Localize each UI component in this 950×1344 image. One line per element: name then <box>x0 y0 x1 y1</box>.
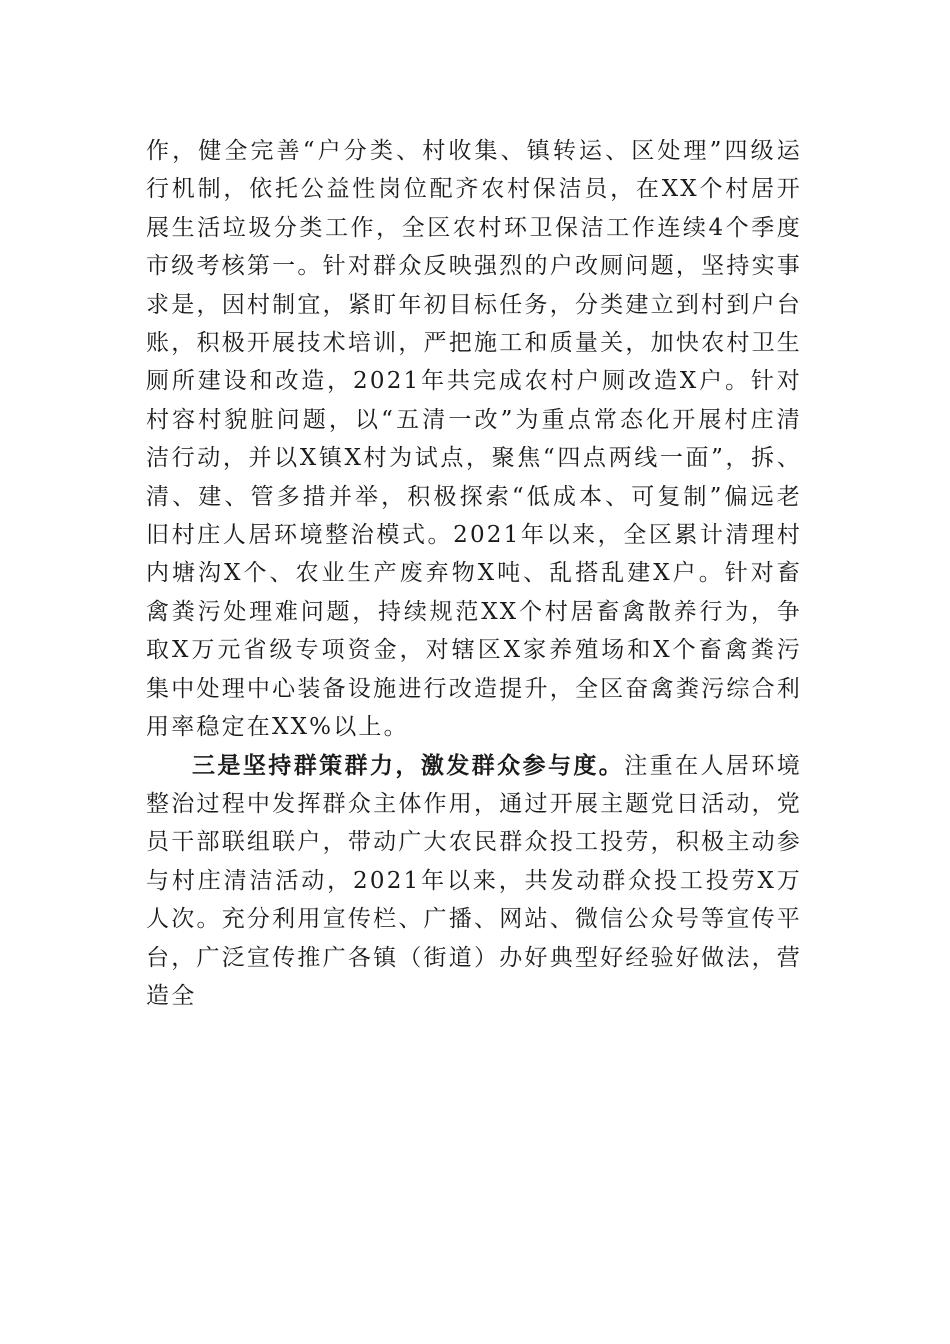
paragraph-continuation: 作，健全完善“户分类、村收集、镇转运、区处理”四级运行机制，依托公益性岗位配齐农村保洁员，在XX个村居开展生活垃圾分类工作，全区农村环卫保洁工作连续4个季度市级考核第一。针对群众反映强烈的户改厕问题，坚持实事求是，因村制宜，紧盯年初目标任务，分类建立到村到户台账，积极开展技术培训，严把施工和质量关，加快农村卫生厕所建设和改造，2021年共完成农村户厕改造X户。针对村容村貌脏问题，以“五清一改”为重点常态化开展村庄清洁行动，并以X镇X村为试点，聚焦“四点两线一面”，拆、清、建、管多措并举，积极探索“低成本、可复制”偏远老旧村庄人居环境整治模式。2021年以来，全区累计清理村内塘沟X个、农业生产废弃物X吨、乱搭乱建X户。针对畜禽粪污处理难问题，持续规范XX个村居畜禽散养行为，争取X万元省级专项资金，对辖区X家养殖场和X个畜禽粪污集中处理中心装备设施进行改造提升，全区奋禽粪污综合利用率稳定在XX%以上。 <box>146 138 802 741</box>
document-body <box>146 132 802 1015</box>
paragraph-lead-heading: 三是坚持群策群力，激发群众参与度。 <box>192 751 625 779</box>
paragraph-body-text: 注重在人居环境整治过程中发挥群众主体作用，通过开展主题党日活动，党员干部联组联户，带动广大农民群众投工投劳，积极主动参与村庄清洁活动，2021年以来，共发动群众投工投劳X万人次。充分利用宣传栏、广播、网站、微信公众号等宣传平台，广泛宣传推广各镇（街道）办好典型好经验好做法，营造全 <box>146 752 802 1009</box>
paragraph-section-three <box>146 747 802 1016</box>
